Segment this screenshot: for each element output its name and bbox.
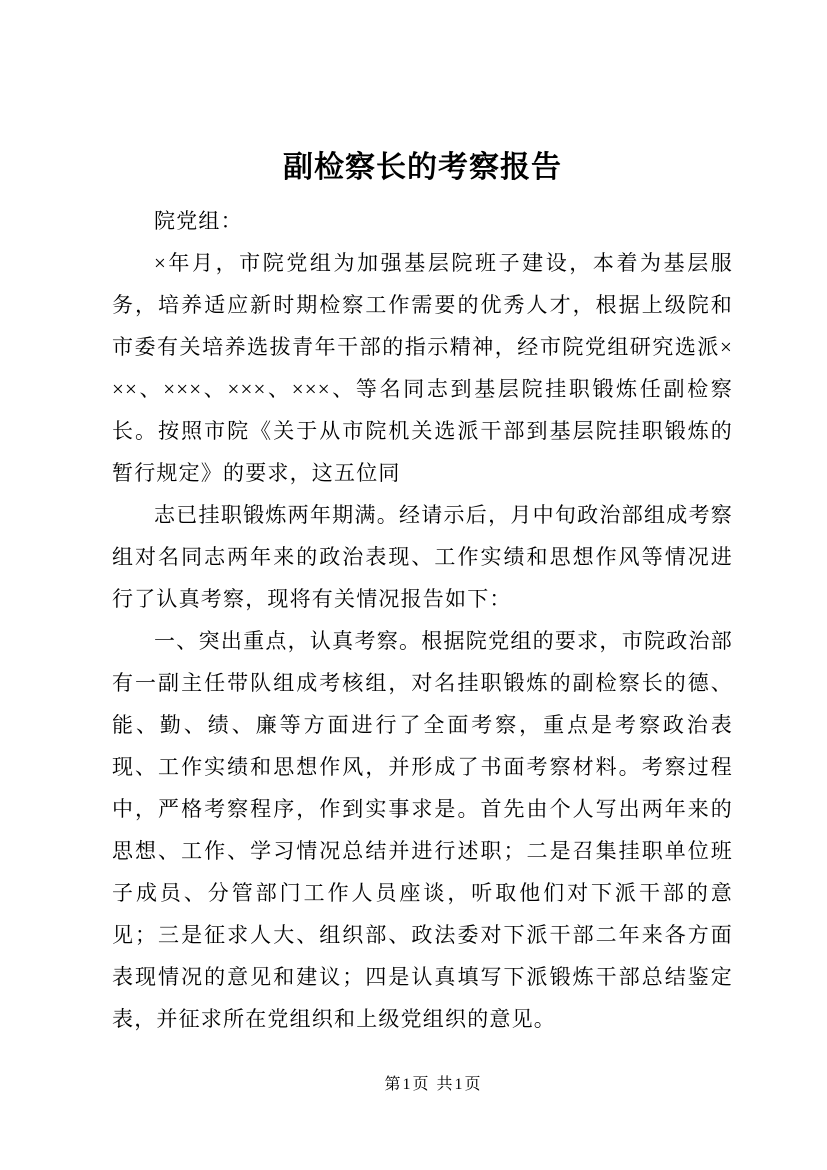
salutation: 院党组： <box>154 209 243 233</box>
paragraph-background: 志已挂职锻炼两年期满。经请示后，月中旬政治部组成考察组对名同志两年来的政治表现、工作实绩和思想作风等情况进行了认真考察，现将有关情况报告如下： <box>112 503 733 611</box>
paragraph-section-one: 一、突出重点，认真考察。根据院党组的要求，市院政治部有一副主任带队组成考核组，对名挂职锻炼的副检察长的德、能、勤、绩、廉等方面进行了全面考察，重点是考察政治表现、工作实绩和思想作风，并形成了书面考察材料。考察过程中，严格考察程序，作到实事求是。首先由个人写出两年来的思想、工作、学习情况总结并进行述职；二是召集挂职单位班子成员、分管部门工作人员座谈，听取他们对下派干部的意见；三是征求人大、组织部、政法委对下派干部二年来各方面表现情况的意见和建议；四是认真填写下派锻炼干部总结鉴定表，并征求所在党组织和上级党组织的意见。 <box>112 629 733 1031</box>
page-number-footer: 第1页 共1页 <box>384 1076 483 1093</box>
document-title: 副检察长的考察报告 <box>283 151 562 184</box>
paragraph-intro: ×年月，市院党组为加强基层院班子建设，本着为基层服务，培养适应新时期检察工作需要的优秀人才，根据上级院和市委有关培养选拔青年干部的指示精神，经市院党组研究选派×××、×××、×××、×××、等名同志到基层院挂职锻炼任副检察长。按照市院《关于从市院机关选派干部到基层院挂职锻炼的暂行规定》的要求，这五位同 <box>112 251 733 485</box>
document-body <box>112 146 733 1040</box>
